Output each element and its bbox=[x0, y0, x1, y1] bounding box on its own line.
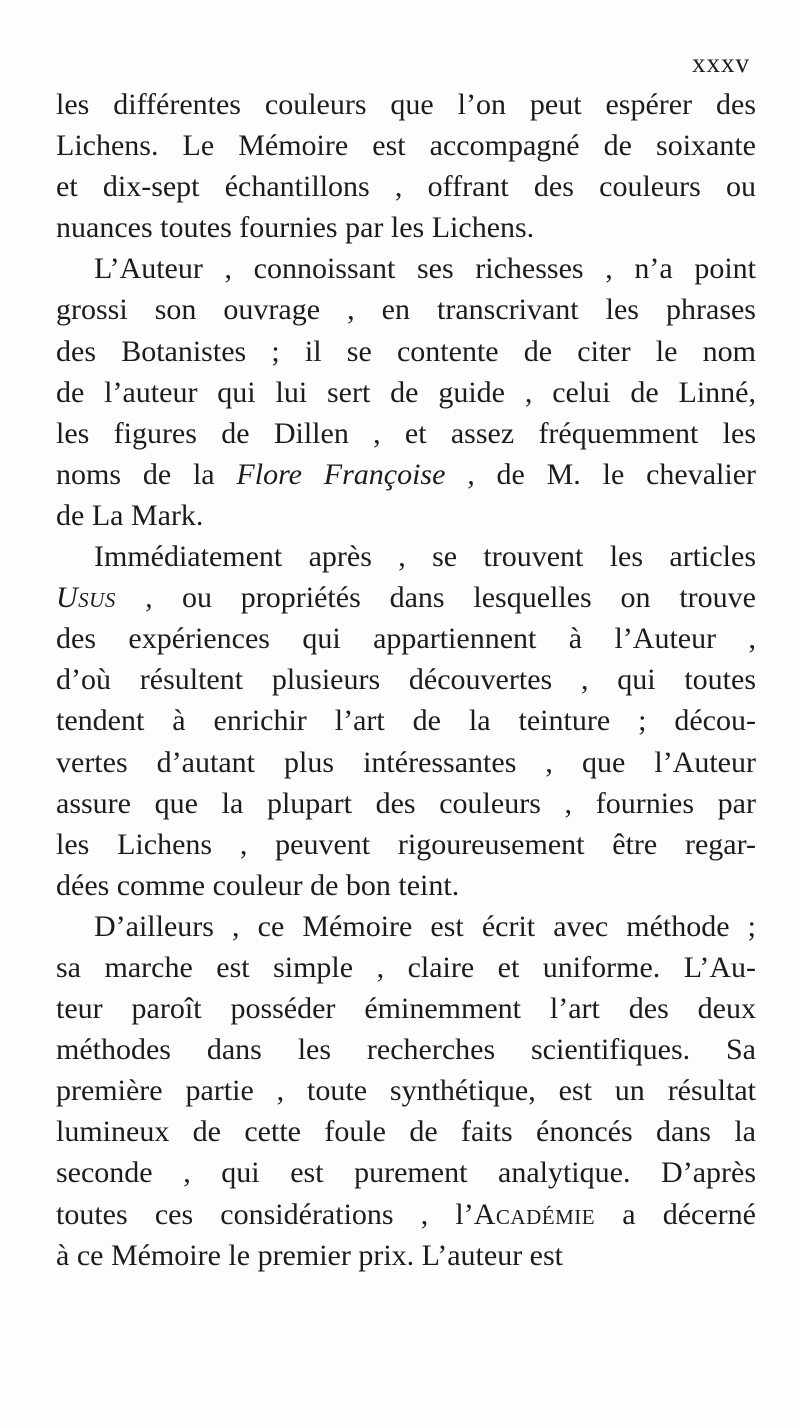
italic-term: Usus , bbox=[56, 581, 154, 615]
text-line: Lichens. Le Mémoire est accompagné de soixante bbox=[56, 129, 756, 163]
italic-title: Flore Françoise , bbox=[236, 457, 475, 491]
text-line: tendent à enrichir l’art de la teinture ; décou- bbox=[56, 704, 756, 738]
text-line: les différentes couleurs que l’on peut espérer des bbox=[56, 88, 756, 121]
text-run: a décerné bbox=[595, 1197, 756, 1231]
text-line: des expériences qui appartiennent à l’Auteur , bbox=[56, 622, 756, 656]
paragraph-1 bbox=[56, 84, 756, 248]
text-line: les Lichens , peuvent rigoureusement être regar- bbox=[56, 827, 756, 861]
text-line: et dix-sept échantillons , offrant des couleurs ou bbox=[56, 170, 756, 204]
text-line: Immédiatement après , se trouvent les articles bbox=[94, 540, 756, 574]
paragraph-2 bbox=[56, 248, 756, 536]
paragraph-3 bbox=[56, 536, 756, 906]
text-line: de l’auteur qui lui sert de guide , celui de Linné, bbox=[56, 375, 756, 409]
text-line: assure que la plupart des couleurs , fournies par bbox=[56, 786, 756, 820]
text-line-mixed bbox=[56, 454, 756, 495]
small-caps-term: Académie bbox=[473, 1197, 596, 1231]
text-line: D’ailleurs , ce Mémoire est écrit avec méthode ; bbox=[94, 909, 756, 943]
text-line: méthodes dans les recherches scientifiques. Sa bbox=[56, 1033, 756, 1067]
text-line-mixed bbox=[56, 577, 756, 618]
text-run: ou propriétés dans lesquelles on trouve bbox=[153, 581, 756, 615]
text-line: L’Auteur , connoissant ses richesses , n’a point bbox=[94, 252, 756, 286]
body-text bbox=[56, 84, 756, 1276]
text-line: lumineux de cette foule de faits énoncés dans la bbox=[56, 1115, 756, 1149]
text-line: d’où résultent plusieurs découvertes , qui toutes bbox=[56, 663, 756, 697]
text-run: de M. le chevalier bbox=[474, 457, 756, 491]
page-number: xxxv bbox=[692, 48, 750, 78]
text-run: toutes ces considérations , l’ bbox=[56, 1197, 474, 1231]
text-line: première partie , toute synthétique, est un résultat bbox=[56, 1074, 756, 1108]
text-line: sa marche est simple , claire et uniforme. L’Au- bbox=[56, 950, 756, 984]
text-line: les figures de Dillen , et assez fréquemment les bbox=[56, 416, 756, 450]
text-line-mixed bbox=[56, 1194, 756, 1235]
text-line: dées comme couleur de bon teint. bbox=[56, 868, 460, 902]
text-line: seconde , qui est purement analytique. D’après bbox=[56, 1156, 756, 1190]
paragraph-4 bbox=[56, 906, 756, 1276]
text-line: teur paroît posséder éminemment l’art des deux bbox=[56, 992, 756, 1026]
text-line: à ce Mémoire le premier prix. L’auteur est bbox=[56, 1238, 564, 1272]
text-line: nuances toutes fournies par les Lichens. bbox=[56, 211, 535, 245]
text-line: des Botanistes ; il se contente de citer le nom bbox=[56, 334, 756, 368]
text-line: grossi son ouvrage , en transcrivant les phrases bbox=[56, 293, 756, 327]
text-line: de La Mark. bbox=[56, 498, 204, 532]
text-line: vertes d’autant plus intéressantes , que l’Auteur bbox=[56, 745, 756, 779]
text-run: noms de la bbox=[56, 457, 237, 491]
